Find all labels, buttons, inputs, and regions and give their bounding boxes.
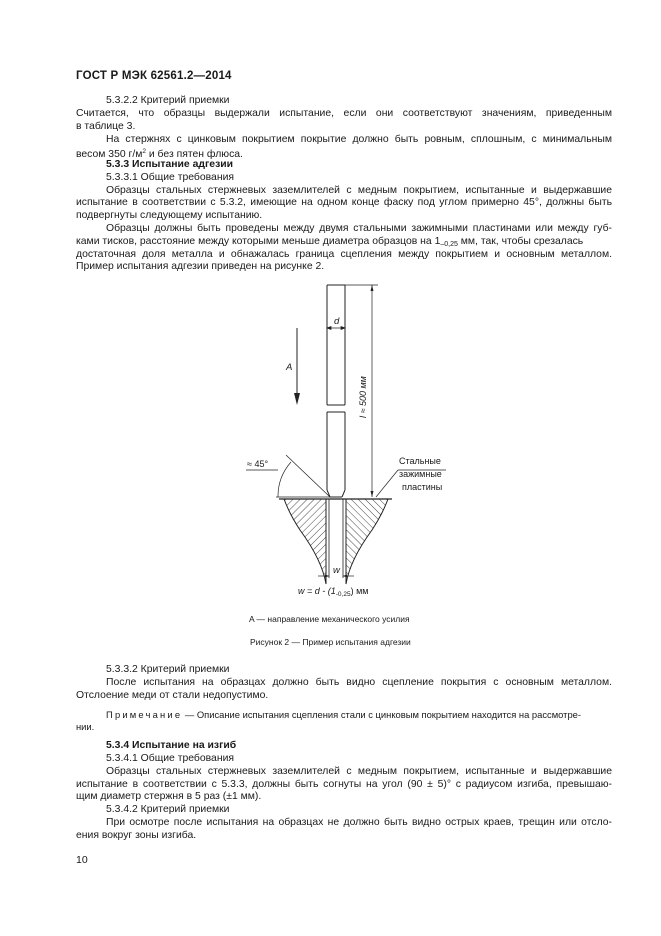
figure-caption: Рисунок 2 — Пример испытания адгезии	[250, 637, 411, 647]
paragraph-line: весом 350 $г/м^2$ и без пятен флюса.	[76, 148, 243, 160]
paragraph-line: достаточная доля металла и обнажалась граница сцепления между покрытием и основным металлом.	[76, 249, 612, 260]
section-5-3-4-1-heading: 5.3.4.1 Общие требования	[106, 753, 234, 764]
note-line: нии.	[76, 721, 95, 732]
gap-formula: $w = d - (1_{-0,25})$ мм	[298, 586, 369, 598]
paragraph-line: Считается, что образцы выдержали испытание, если они соответствуют значениям, приведенным	[76, 108, 612, 119]
paragraph-line: в таблице 3.	[76, 121, 136, 132]
note-line: Примечание — Описание испытания сцепления стали с цинковым покрытием находится на рассмотре-	[106, 709, 581, 720]
section-5-3-2-2-heading: 5.3.2.2 Критерий приемки	[106, 95, 230, 106]
plates-label-line2: зажимные	[399, 469, 442, 479]
force-direction-arrow	[294, 328, 300, 405]
section-5-3-4-heading: 5.3.4 Испытание на изгиб	[106, 740, 237, 751]
section-5-3-3-heading: 5.3.3 Испытание адгезии	[106, 159, 234, 170]
gap-label: w	[333, 565, 340, 576]
paragraph-line: Отслоение меди от стали недопустимо.	[76, 690, 269, 701]
length-label: l ≈ 500 мм	[358, 376, 368, 418]
paragraph-line: Образцы должны быть проведены между двумя стальными зажимными пластинами или между губ-	[106, 223, 612, 234]
paragraph-line: подвергнуты следующему испытанию.	[76, 210, 263, 221]
page-number: 10	[76, 854, 88, 866]
plates-label-line1: Стальные	[399, 456, 441, 466]
paragraph-line: На стержнях с цинковым покрытием покрытие должно быть ровным, сплошным, с минимальным	[106, 134, 612, 145]
paragraph-line: Пример испытания адгезии приведен на рисунке 2.	[76, 261, 325, 272]
force-label: A	[286, 362, 293, 373]
diameter-label: d	[334, 316, 340, 327]
paragraph-line: ками тисков, расстояние между которыми меньше диаметра образцов на $1_{-0,25}$ мм, так, чтобы срезалась	[76, 236, 584, 248]
figure-legend: A — направление механического усилия	[249, 614, 410, 624]
paragraph-line: После испытания на образцах должно быть видно сцепление покрытия с основным металлом.	[106, 677, 612, 688]
paragraph-line: Образцы стальных стержневых заземлителей с медным покрытием, испытанные и выдержавшие	[106, 766, 612, 777]
document-header: ГОСТ Р МЭК 62561.2—2014	[76, 70, 232, 82]
paragraph-line: щим диаметр стержня в 5 раз (±1 мм).	[76, 791, 262, 802]
paragraph-line: Образцы стальных стержневых заземлителей с медным покрытием, испытанные и выдержавшие	[106, 185, 612, 196]
section-5-3-3-1-heading: 5.3.3.1 Общие требования	[106, 172, 234, 183]
paragraph-line: испытание в соответствии с 5.3.2, имеющие на одном конце фаску под углом примерно 45°, должны быть	[76, 197, 612, 208]
plates-label-line3: пластины	[402, 482, 443, 492]
angle-label: ≈ 45°	[247, 459, 269, 469]
section-5-3-3-2-heading: 5.3.3.2 Критерий приемки	[106, 664, 230, 675]
paragraph-line: ения вокруг зоны изгиба.	[76, 830, 197, 841]
paragraph-line: испытание в соответствии с 5.3.3, должны быть согнуты на угол (90 ± 5)° с радиусом изгиба, превышаю-	[76, 779, 612, 790]
paragraph-line: При осмотре после испытания на образцах не должно быть видно острых краев, трещин или отсло-	[106, 817, 612, 828]
section-5-3-4-2-heading: 5.3.4.2 Критерий приемки	[106, 804, 230, 815]
